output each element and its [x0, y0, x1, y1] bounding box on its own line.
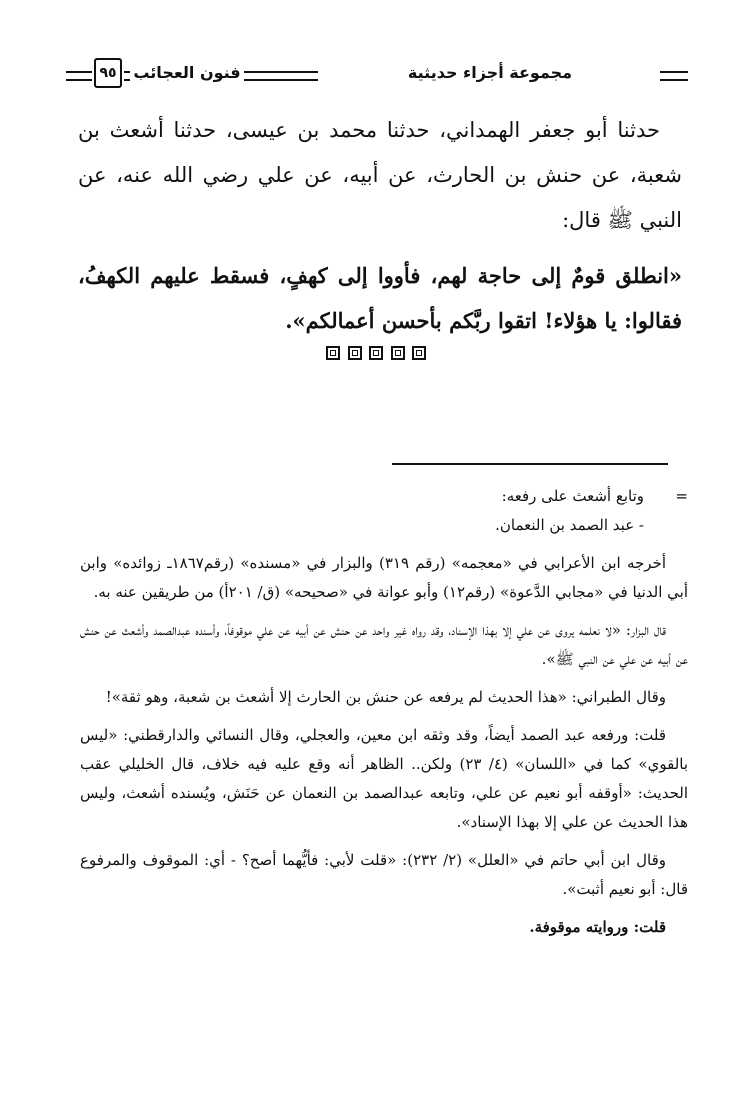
footnote-paragraph	[80, 549, 688, 607]
hadith-text: «انطلق قومٌ إلى حاجة لهم، فأووا إلى كهفٍ، فسقط عليهم الكهفُ، فقالوا: يا هؤلاء! اتقوا ربَّكم بأحسن أعمالكم».	[78, 263, 682, 333]
isnad-text: حدثنا أبو جعفر الهمداني، حدثنا محمد بن عيسى، حدثنا أشعث بن شعبة، عن حنش بن الحارث، عن أبيه، عن علي رضي الله عنه، عن النبي ﷺ قال:	[78, 118, 682, 232]
header-rule	[244, 71, 318, 81]
book-title: فنون العجائب	[133, 63, 241, 82]
footnote-separator	[392, 463, 668, 465]
header-rule	[66, 71, 92, 81]
footnote-text: أخرجه ابن الأعرابي في «معجمه» (رقم ٣١٩) والبزار في «مسنده» (رقم١٨٦٧ـ زوائده» وابن أبي الدنيا في «مجابي الدَّعوة» (رقم١٢) وأبو عوانة في «صحيحه» (ق/ ٢٠١أ) من طريقين عنه به.	[80, 554, 688, 601]
footnote-text: قال البزار: «لا نعلمه يروى عن علي إلا بهذا الإسناد، وقد رواه غير واحد عن حنش عن أبيه عن علي موقوفاً، وأسنده عبدالصمد وأشعث عن حنش عن أبيه عن علي عن النبي ﷺ».	[80, 621, 688, 668]
footnote-text: - عبد الصمد بن النعمان.	[495, 516, 644, 534]
header-rule	[124, 71, 130, 81]
footnote-line	[80, 482, 688, 511]
footnote-line	[80, 511, 688, 540]
ornament-square	[391, 346, 405, 360]
footnote-text: قلت: ورفعه عبد الصمد أيضاً، وقد وثقه ابن معين، والعجلي، وقال النسائي والدارقطني: «ليس بالقوي» كما في «اللسان» (٤/ ٢٣) ولكن.. الظاهر أنه وقع عليه فيه خلاف، قال الخليلي عقب الحديث: «أوقفه أبو نعيم عن علي، وتابعه عبدالصمد بن النعمان عن حَنَش، ويُسنده أشعث، وليس هذا الحديث عن علي إلا بهذا الإسناد».	[80, 726, 689, 831]
footnote-paragraph	[80, 683, 688, 712]
ornament-square	[412, 346, 426, 360]
footnote-text: قلت: وروايته موقوفة.	[529, 918, 666, 936]
footnote-paragraph	[80, 846, 688, 904]
footnote-paragraph	[80, 913, 688, 942]
ornament-square	[348, 346, 362, 360]
page-number: ٩٥	[94, 58, 122, 88]
hadith-paragraph	[78, 253, 682, 343]
ornament-square	[369, 346, 383, 360]
main-text	[78, 108, 682, 343]
footnote-text: وتابع أشعث على رفعه:	[501, 487, 644, 505]
running-header	[66, 56, 688, 96]
ornament-square	[326, 346, 340, 360]
footnote-paragraph	[80, 721, 688, 837]
section-ornament	[326, 346, 426, 362]
footnote-text: وقال الطبراني: «هذا الحديث لم يرفعه عن حنش بن الحارث إلا أشعث بن شعبة، وهو ثقة»!	[105, 688, 666, 706]
series-title: مجموعة أجزاء حديثية	[407, 63, 573, 82]
header-rule	[660, 71, 688, 81]
footnotes	[80, 482, 688, 942]
footnote-paragraph	[80, 616, 688, 674]
continuation-mark: =	[675, 487, 688, 505]
isnad-paragraph	[78, 108, 682, 243]
footnote-text: وقال ابن أبي حاتم في «العلل» (٢/ ٢٣٢): «قلت لأبي: فأيُّهما أصح؟ - أي: الموقوف والمرفوع قال: أبو نعيم أثبت».	[80, 851, 688, 898]
